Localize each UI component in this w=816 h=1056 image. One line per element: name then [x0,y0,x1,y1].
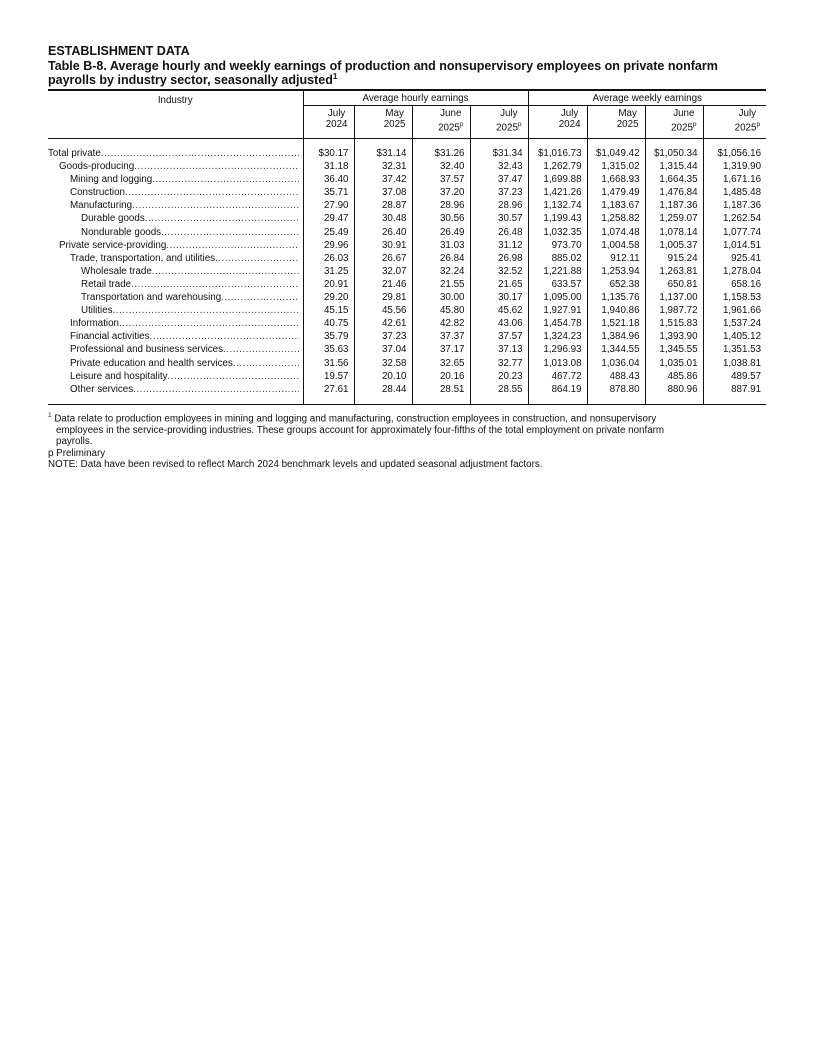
value-cell: 36.40 [303,173,354,186]
value-cell: 30.56 [412,212,470,225]
value-cell: 1,668.93 [587,173,645,186]
column-header [703,106,766,139]
value-cell: 1,927.91 [528,304,587,317]
value-cell: 1,324.23 [528,330,587,343]
table-row [48,304,766,317]
value-cell: 1,940.86 [587,304,645,317]
row-label: Wholesale trade [81,265,152,277]
value-cell: $31.14 [354,147,412,160]
hourly-group-header: Average hourly earnings [303,91,528,106]
leader-dots [125,186,299,199]
table-row [48,160,766,173]
leader-dots [221,291,298,304]
table-row [48,278,766,291]
preliminary-mark: p [756,121,761,128]
value-cell: 650.81 [645,278,703,291]
value-cell: 885.02 [528,252,587,265]
value-cell: 32.58 [354,357,412,370]
table-row [48,370,766,383]
value-cell: 21.46 [354,278,412,291]
table-row [48,186,766,199]
value-cell: 1,132.74 [528,199,587,212]
value-cell: $31.34 [470,147,528,160]
value-cell: 20.23 [470,370,528,383]
value-cell: 37.57 [412,173,470,186]
value-cell: 37.57 [470,330,528,343]
value-cell: 1,315.02 [587,160,645,173]
value-cell: 1,258.82 [587,212,645,225]
document-page [48,44,766,471]
value-cell: 1,961.66 [703,304,766,317]
value-cell: 1,036.04 [587,357,645,370]
column-header-year: 2025 [383,119,406,130]
value-cell: 1,521.18 [587,317,645,330]
table-row [48,199,766,212]
leader-dots [131,278,298,291]
leader-dots [150,330,299,343]
value-cell: 37.23 [354,330,412,343]
value-cell: 27.90 [303,199,354,212]
value-cell: 864.19 [528,383,587,396]
column-header-year: 2024 [558,119,581,130]
footnote-1-cont2 [48,436,766,448]
row-label: Construction [70,187,125,199]
footnote-1-line2: employees in the service-providing industries. These groups account for approximately four-fifths of the total employment on private nonfarm [56,424,665,436]
value-cell: 31.18 [303,160,354,173]
value-cell: 973.70 [528,239,587,252]
column-header-year: 2025 [496,122,518,134]
column-header-month: May [385,108,404,119]
column-header-month: June [673,108,695,119]
row-label-cell [48,265,303,278]
value-cell: 925.41 [703,252,766,265]
column-header-month: July [327,108,346,119]
value-cell: $31.26 [412,147,470,160]
value-cell: 37.42 [354,173,412,186]
table-row [48,330,766,343]
column-header-month: May [618,108,637,119]
value-cell: 26.84 [412,252,470,265]
footnote-1-cont [48,425,766,437]
value-cell: 912.11 [587,252,645,265]
value-cell: 20.16 [412,370,470,383]
value-cell: 1,158.53 [703,291,766,304]
table-row [48,265,766,278]
row-label-cell [48,160,303,173]
table-body [48,139,766,405]
value-cell: 32.31 [354,160,412,173]
value-cell: 35.79 [303,330,354,343]
value-cell: 878.80 [587,383,645,396]
row-label: Private education and health services [70,357,233,369]
row-label: Nondurable goods [81,226,162,238]
leader-dots [132,199,298,212]
column-header [412,106,470,139]
value-cell: 1,014.51 [703,239,766,252]
value-cell: 1,005.37 [645,239,703,252]
value-cell: 29.81 [354,291,412,304]
value-cell: 35.63 [303,343,354,356]
table-row [48,317,766,330]
leader-dots [134,160,298,173]
value-cell: 30.48 [354,212,412,225]
leader-dots [133,383,298,396]
column-header [528,106,587,139]
column-header-month: July [500,108,518,119]
table-row [48,343,766,356]
value-cell: 1,077.74 [703,226,766,239]
value-cell: 31.25 [303,265,354,278]
value-cell: 30.00 [412,291,470,304]
value-cell: 28.51 [412,383,470,396]
leader-dots [223,343,298,356]
value-cell: 29.96 [303,239,354,252]
value-cell: 1,038.81 [703,357,766,370]
value-cell: 1,135.76 [587,291,645,304]
table-row [48,212,766,225]
value-cell: 880.96 [645,383,703,396]
leader-dots [161,226,298,239]
value-cell: 45.62 [470,304,528,317]
leader-dots [233,357,299,370]
row-label-cell [48,212,303,225]
value-cell: 27.61 [303,383,354,396]
section-title: ESTABLISHMENT DATA [48,44,190,58]
row-label-cell [48,199,303,212]
leader-dots [152,173,298,186]
column-header-month: July [738,108,757,119]
value-cell: 1,296.93 [528,343,587,356]
value-cell: 28.87 [354,199,412,212]
table-title-footnote-mark: 1 [332,72,338,81]
row-label: Financial activities [70,331,150,343]
leader-dots [113,304,299,317]
row-label-cell [48,239,303,252]
value-cell: 1,253.94 [587,265,645,278]
value-cell: $1,049.42 [587,147,645,160]
value-cell: 1,479.49 [587,186,645,199]
value-cell: 37.17 [412,343,470,356]
header-separator-row [48,139,766,148]
leader-dots [101,147,299,160]
value-cell: 29.47 [303,212,354,225]
value-cell: 1,699.88 [528,173,587,186]
value-cell: 37.13 [470,343,528,356]
value-cell: 1,262.54 [703,212,766,225]
column-header [303,106,354,139]
value-cell: 42.61 [354,317,412,330]
table-row [48,239,766,252]
table-bottom-row [48,396,766,405]
value-cell: 19.57 [303,370,354,383]
value-cell: 32.65 [412,357,470,370]
value-cell: 1,384.96 [587,330,645,343]
value-cell: 37.37 [412,330,470,343]
value-cell: 1,278.04 [703,265,766,278]
preliminary-mark: p [459,121,464,128]
row-label-cell [48,226,303,239]
row-label: Trade, transportation, and utilities [70,252,216,264]
value-cell: 1,344.55 [587,343,645,356]
value-cell: 1,183.67 [587,199,645,212]
leader-dots [145,212,299,225]
value-cell: $1,050.34 [645,147,703,160]
row-label: Professional and business services [70,344,224,356]
row-label: Mining and logging [70,174,153,186]
value-cell: 32.24 [412,265,470,278]
footnote-1-mark: 1 [48,411,52,419]
value-cell: 31.03 [412,239,470,252]
value-cell: 29.20 [303,291,354,304]
value-cell: 633.57 [528,278,587,291]
column-header [470,106,528,139]
table-title-text: Table B-8. Average hourly and weekly earnings of production and nonsupervisory employees on private nonfarm payrolls by industry sector, seasonally adjusted [48,59,718,87]
value-cell: 31.12 [470,239,528,252]
value-cell: 37.20 [412,186,470,199]
row-label-cell [48,317,303,330]
weekly-group-header: Average weekly earnings [528,91,766,106]
value-cell: 32.43 [470,160,528,173]
value-cell: 32.77 [470,357,528,370]
value-cell: 30.91 [354,239,412,252]
row-label-cell [48,357,303,370]
value-cell: 26.98 [470,252,528,265]
table-row [48,147,766,160]
value-cell: 40.75 [303,317,354,330]
table-row [48,291,766,304]
row-label: Retail trade [81,278,132,290]
column-header-month: July [560,108,579,119]
table-title [48,59,766,87]
column-header [645,106,703,139]
value-cell: 26.49 [412,226,470,239]
value-cell: $30.17 [303,147,354,160]
row-label: Manufacturing [70,200,133,212]
value-cell: 28.96 [412,199,470,212]
value-cell: 652.38 [587,278,645,291]
value-cell: 1,035.01 [645,357,703,370]
row-label: Other services [70,383,134,395]
value-cell: 1,004.58 [587,239,645,252]
value-cell: 1,187.36 [703,199,766,212]
industry-header: Industry [157,95,193,106]
value-cell: 1,263.81 [645,265,703,278]
table-row [48,357,766,370]
value-cell: 21.65 [470,278,528,291]
table-row [48,252,766,265]
value-cell: 30.57 [470,212,528,225]
preliminary-mark: p [517,121,522,128]
value-cell: 1,137.00 [645,291,703,304]
column-header [354,106,412,139]
leader-dots [215,252,298,265]
value-cell: 1,078.14 [645,226,703,239]
value-cell: 1,405.12 [703,330,766,343]
value-cell: 1,454.78 [528,317,587,330]
column-header-month: June [440,108,462,119]
value-cell: 45.15 [303,304,354,317]
value-cell: 915.24 [645,252,703,265]
value-cell: 28.55 [470,383,528,396]
value-cell: $1,016.73 [528,147,587,160]
leader-dots [119,317,298,330]
value-cell: 1,987.72 [645,304,703,317]
value-cell: 45.80 [412,304,470,317]
value-cell: $1,056.16 [703,147,766,160]
value-cell: 485.86 [645,370,703,383]
value-cell: 32.52 [470,265,528,278]
benchmark-note: NOTE: Data have been revised to reflect March 2024 benchmark levels and updated seasonal adjustment factors. [48,459,543,471]
row-label: Total private [48,148,101,159]
value-cell: 21.55 [412,278,470,291]
value-cell: 1,345.55 [645,343,703,356]
preliminary-note: p Preliminary [48,447,106,459]
value-cell: 1,315.44 [645,160,703,173]
value-cell: 43.06 [470,317,528,330]
value-cell: 1,259.07 [645,212,703,225]
value-cell: 489.57 [703,370,766,383]
value-cell: 26.40 [354,226,412,239]
leader-dots [152,265,299,278]
row-label-cell [48,278,303,291]
value-cell: 28.96 [470,199,528,212]
value-cell: 1,664.35 [645,173,703,186]
value-cell: 1,476.84 [645,186,703,199]
value-cell: 28.44 [354,383,412,396]
value-cell: 1,013.08 [528,357,587,370]
column-header-year: 2025 [616,119,639,130]
value-cell: 1,393.90 [645,330,703,343]
footnote-1-line3: payrolls. [56,436,93,448]
value-cell: 887.91 [703,383,766,396]
table-row [48,173,766,186]
row-label-cell [48,370,303,383]
value-cell: 1,319.90 [703,160,766,173]
value-cell: 1,262.79 [528,160,587,173]
leader-dots [166,239,298,252]
row-label: Private service-providing [59,239,167,251]
value-cell: 1,351.53 [703,343,766,356]
value-cell: 1,671.16 [703,173,766,186]
preliminary-mark: p [692,121,697,128]
column-header-year: 2025 [734,122,757,134]
value-cell: 30.17 [470,291,528,304]
leader-dots [168,370,299,383]
column-header-year: 2025 [438,122,460,134]
row-label-cell [48,291,303,304]
column-header [587,106,645,139]
value-cell: 1,221.88 [528,265,587,278]
row-label: Information [70,318,120,330]
value-cell: 37.08 [354,186,412,199]
value-cell: 26.67 [354,252,412,265]
value-cell: 32.07 [354,265,412,278]
value-cell: 1,199.43 [528,212,587,225]
notes [48,410,766,471]
value-cell: 37.04 [354,343,412,356]
value-cell: 45.56 [354,304,412,317]
value-cell: 1,421.26 [528,186,587,199]
value-cell: 1,485.48 [703,186,766,199]
value-cell: 467.72 [528,370,587,383]
value-cell: 1,032.35 [528,226,587,239]
row-label: Leisure and hospitality [70,370,168,382]
value-cell: 37.47 [470,173,528,186]
row-label: Utilities [81,305,113,317]
row-label-cell [48,304,303,317]
row-label-cell [48,330,303,343]
value-cell: 32.40 [412,160,470,173]
value-cell: 26.48 [470,226,528,239]
value-cell: 1,537.24 [703,317,766,330]
row-label-cell [48,252,303,265]
value-cell: 1,187.36 [645,199,703,212]
footnote-1 [48,410,766,425]
row-label-cell [48,343,303,356]
column-header-year: 2025 [671,122,693,134]
value-cell: 25.49 [303,226,354,239]
row-label-cell [48,147,303,160]
value-cell: 20.91 [303,278,354,291]
row-label-cell [48,383,303,396]
value-cell: 37.23 [470,186,528,199]
value-cell: 1,074.48 [587,226,645,239]
value-cell: 488.43 [587,370,645,383]
column-header-year: 2024 [325,119,348,130]
value-cell: 35.71 [303,186,354,199]
row-label: Durable goods [81,213,145,225]
value-cell: 42.82 [412,317,470,330]
earnings-table [48,91,766,405]
value-cell: 20.10 [354,370,412,383]
value-cell: 1,515.83 [645,317,703,330]
row-label: Transportation and warehousing [81,292,222,304]
row-label-cell [48,186,303,199]
value-cell: 26.03 [303,252,354,265]
row-label-cell [48,173,303,186]
table-row [48,226,766,239]
value-cell: 31.56 [303,357,354,370]
value-cell: 658.16 [703,278,766,291]
footnote-1-line1: Data relate to production employees in mining and logging and manufacturing, construction employees in construction, and nonsupervisory [54,413,657,425]
value-cell: 1,095.00 [528,291,587,304]
row-label: Goods-producing [59,161,135,173]
table-row [48,383,766,396]
